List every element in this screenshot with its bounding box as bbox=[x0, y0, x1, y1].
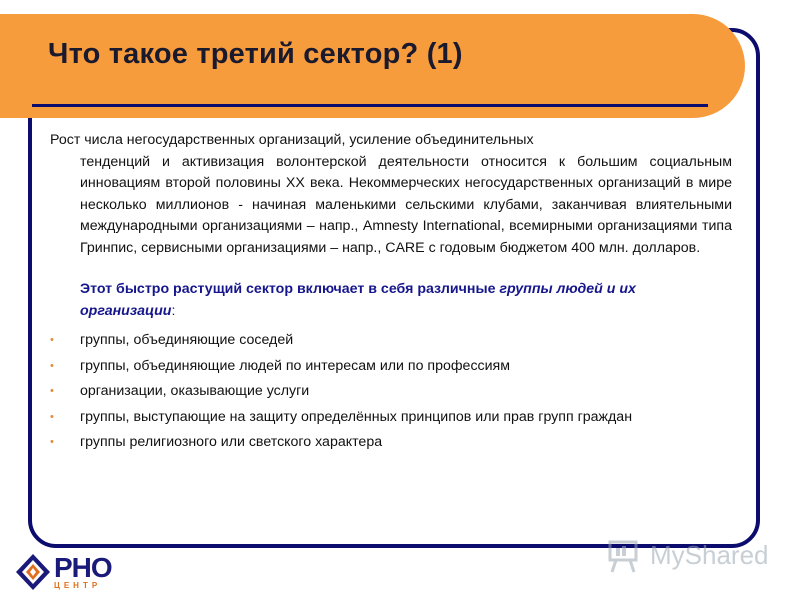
title-underline bbox=[32, 104, 708, 107]
list-item-text: группы, объединяющие соседей bbox=[80, 332, 294, 348]
bullet-icon: • bbox=[50, 410, 54, 423]
watermark-text: MyShared bbox=[650, 540, 769, 570]
paragraph-body: тенденций и активизация волонтерской деятельности относится к большим социальным инновациям второй половины XX века. Некоммерческих негосударственных организаций в мире несколько миллионов - начиная маленькими сельскими клубами, заканчивая влиятельными международными организациями – напр., Amnesty International, всемирными организациями типа Гринпис, сервисными организациями – напр., CARE с годовым бюджетом 400 млн. долларов. bbox=[80, 153, 732, 256]
list-item bbox=[50, 407, 732, 429]
bullet-icon: • bbox=[50, 334, 54, 346]
rho-logo bbox=[14, 552, 134, 594]
list-item bbox=[50, 381, 732, 403]
bullet-icon: • bbox=[50, 385, 54, 397]
logo-diamond-icon bbox=[14, 552, 52, 592]
slide-content bbox=[50, 130, 732, 458]
list-item-text: организации, оказывающие услуги bbox=[80, 383, 310, 399]
list-item bbox=[50, 356, 732, 378]
presentation-icon bbox=[606, 538, 646, 574]
slide-title: Что такое третий сектор? (1) bbox=[48, 38, 463, 70]
sector-intro-text: Этот быстро растущий сектор включает в себя различные bbox=[80, 281, 500, 297]
logo-subtext: ЦЕНТР bbox=[54, 581, 102, 590]
list-item bbox=[50, 432, 732, 454]
list-item-text: группы, объединяющие людей по интересам или по профессиям bbox=[80, 357, 510, 374]
sector-intro-emphasis: группы людей и их организации bbox=[80, 281, 636, 319]
logo-text: PHO bbox=[54, 552, 112, 583]
bullet-icon: • bbox=[50, 436, 54, 448]
bullet-icon: • bbox=[50, 359, 54, 372]
group-list bbox=[50, 330, 732, 454]
paragraph-first-line: Рост числа негосударственных организаций, усиление объединительных bbox=[50, 132, 534, 148]
list-item-text: группы, выступающие на защиту определённых принципов или прав групп граждан bbox=[80, 408, 633, 425]
intro-paragraph bbox=[50, 130, 732, 259]
sector-intro bbox=[50, 279, 732, 322]
sector-intro-colon: : bbox=[171, 302, 176, 319]
list-item-text: группы религиозного или светского характера bbox=[80, 434, 383, 450]
list-item bbox=[50, 330, 732, 352]
watermark bbox=[606, 538, 776, 574]
